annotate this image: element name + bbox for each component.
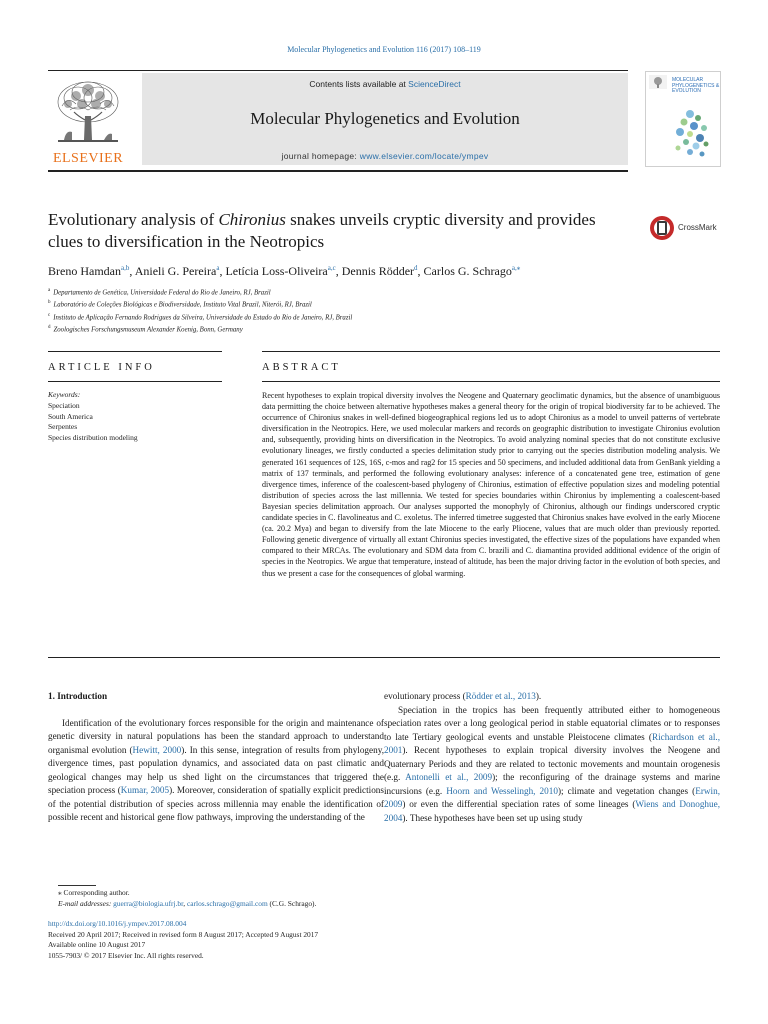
paragraph-text: ). Recent hypotheses to explain tropical diversity involves the Neogene and Quaternary Periods and they are related to tectonic movements and mountain orogenesis (e.g. [384, 745, 720, 782]
affiliation-label: a [48, 288, 51, 293]
affiliation-item [48, 298, 352, 310]
email-link[interactable]: guerra@biologia.ufrj.br [113, 898, 184, 908]
author-separator: , [335, 264, 342, 278]
paragraph-text: ). In this sense, integration of results from phylogeny, divergence times, past population dynamics, and associated data on past climatic and geological changes may help us shed light on the circumstances that triggered the speciation process ( [48, 744, 384, 795]
footnote-rule [58, 885, 96, 886]
author-affiliation-marker[interactable]: a,c [327, 264, 336, 272]
affiliation-label: c [48, 312, 51, 318]
contents-line [142, 79, 628, 89]
citation-link[interactable]: Hewitt, 2000 [132, 744, 182, 755]
contents-prefix: Contents lists available at [309, 79, 409, 89]
header-bottom-rule [48, 170, 628, 172]
cover-title: MOLECULAR PHYLOGENETICS & EVOLUTION [672, 77, 720, 94]
citation-link[interactable]: Hoorn and Wesselingh, 2010 [446, 785, 558, 796]
affiliation-text: Zoologisches Forschungsmuseum Alexander Koenig, Bonn, Germany [53, 326, 243, 334]
elsevier-logo[interactable] [48, 76, 128, 166]
title-part-1: Evolutionary analysis of [48, 210, 219, 229]
citation-link[interactable]: Richardson et al., 2001 [384, 731, 720, 755]
cover-artwork-icon [660, 104, 718, 164]
abstract-heading: ABSTRACT [262, 362, 341, 373]
sciencedirect-link[interactable]: ScienceDirect [408, 79, 461, 89]
author-name[interactable]: Breno Hamdan [48, 264, 121, 278]
article-title [48, 209, 608, 253]
email-separator: , [183, 898, 187, 908]
email-addresses [48, 899, 316, 910]
paragraph-text: ). These hypotheses have been set up using study [402, 812, 583, 823]
paragraph [384, 704, 720, 826]
citation-link[interactable]: Antonelli et al., 2009 [405, 772, 493, 782]
affiliation-label: d [48, 325, 51, 331]
journal-banner [142, 73, 628, 165]
article-info-heading: ARTICLE INFO [48, 362, 155, 373]
affiliation-label: b [48, 300, 51, 306]
email-link[interactable]: carlos.schrago@gmail.com [187, 898, 268, 908]
author-name[interactable]: Dennis Rödder [341, 264, 415, 278]
author-affiliation-marker[interactable]: a,b [120, 264, 130, 272]
crossmark-icon [648, 214, 676, 242]
affiliation-text: Instituto de Aplicação Fernando Rodrigues da Silveira, Universidade do Estado do Rio de Janeiro, RJ, Brazil [53, 314, 353, 322]
doi-link[interactable]: http://dx.doi.org/10.1016/j.ympev.2017.08.004 [48, 919, 187, 928]
paragraph-text: evolutionary process ( [384, 691, 466, 701]
keyword-item: Speciation [48, 400, 80, 410]
keywords-label: Keywords: [48, 390, 81, 399]
author-separator: , [219, 264, 226, 278]
citation-link[interactable]: Erwin, 2009 [384, 785, 720, 809]
author-affiliation-marker[interactable]: d [414, 264, 418, 272]
affiliation-text: Laboratório de Coleções Biológicas e Biodiversidade, Instituto Vital Brazil, Niterói, RJ, Brazil [53, 301, 312, 309]
journal-homepage-link[interactable]: www.elsevier.com/locate/ympev [359, 151, 489, 161]
affiliation-item [48, 323, 352, 335]
corresponding-author-note: ⁎ Corresponding author. [58, 888, 130, 897]
author-affiliation-marker[interactable]: a,⁎ [511, 264, 521, 272]
abstract-top-rule [262, 351, 720, 352]
elsevier-wordmark: ELSEVIER [52, 151, 124, 166]
author-separator: , [417, 264, 424, 278]
elsevier-tree-icon [48, 76, 128, 150]
paragraph-text: Speciation in the tropics has been frequently attributed either to homogeneous speciation rates over a long geological period in stable equatorial climates or to responses to late Tertiary geological events and unstable Pleistocene climates ( [384, 704, 720, 742]
keyword-item: Species distribution modeling [48, 433, 138, 443]
online-date: Available online 10 August 2017 [48, 940, 146, 949]
article-info-top-rule [48, 351, 222, 352]
author-name[interactable]: Anieli G. Pereira [134, 264, 217, 278]
affiliation-item [48, 311, 352, 323]
cover-publisher-icon [649, 75, 667, 89]
paragraph [384, 690, 720, 704]
journal-title: Molecular Phylogenetics and Evolution [250, 109, 520, 128]
author-name[interactable]: Letícia Loss-Oliveira [225, 264, 328, 278]
crossmark-badge[interactable] [648, 214, 728, 242]
paragraph-text: ). [535, 691, 542, 701]
footnotes [48, 888, 316, 909]
author-name[interactable]: Carlos G. Schrago [423, 264, 512, 278]
abstract-rule [262, 381, 720, 382]
affiliation-item [48, 286, 352, 298]
citation-link[interactable]: Wiens and Donoghue, 2004 [384, 799, 720, 823]
paragraph-text: ); climate and vegetation changes ( [557, 785, 696, 796]
homepage-prefix: journal homepage: [281, 151, 360, 161]
paragraph-text: ); the reconfiguring of the drainage systems and marine incursions (e.g. [384, 772, 720, 796]
author-list [48, 264, 520, 279]
journal-cover-thumbnail[interactable] [645, 71, 721, 167]
title-part-2: snakes unveils cryptic diversity and provides clues to diversification in the Neotropics [48, 210, 596, 251]
email-suffix: (C.G. Schrago). [267, 898, 317, 908]
keyword-item: South America [48, 411, 93, 421]
title-italic-genus: Chironius [218, 210, 286, 229]
crossmark-label: CrossMark [678, 223, 717, 232]
publication-info [48, 919, 318, 961]
affiliation-text: Departamento de Genética, Universidade Federal do Rio de Janeiro, RJ, Brazil [53, 289, 271, 297]
paragraph-text: ). Moreover, consideration of spatially explicit predictions of the potential distribution of species across millennia may enable the identification of possible recent and historical gene flow pathways, improving the understanding of the [48, 785, 384, 822]
paragraph-text: Identification of the evolutionary forces responsible for the origin and maintenance of genetic diversity in natural populations has been the standard approach to understand organismal evolution ( [48, 717, 384, 755]
paragraph [48, 717, 384, 825]
body-column-right [384, 690, 720, 825]
abstract-text: Recent hypotheses to explain tropical diversity involves the Neogene and Quaternary geoclimatic dynamics, but the absence of unambiguous data permitting the choice between alternative hypotheses makes a general theory for the origin of tropical biodiversity far to be achieved. The occurrence of Chironius snakes in well-defined biogeographical regions led us to adopt Chironius as a model to unveil patterns of vertebrate diversification in the Neotropics. Here, we used molecular markers and records on geographic distribution to investigate Chironius evolution and, subsequently, providing hints on diversification in the Neotropics. To avoid analyzing nominal species that do not constitute exclusive evolutionary lineages, we firstly conducted a species delimitation study prior to carrying out the species distribution modeling analysis. We generated 161 sequences of 12S, 16S, c-mos and rag2 for 15 species and 50 specimens, and included additional data from GenBank yielding a matrix of 137 terminals, and performed the following evolutionary analyses: inference of a concatenated gene tree, estimation of gene divergence times, inference of the coalescent-based phylogeny of Chironius, estimation of effective population sizes and modeling potential distribution of species across the last millennia. We tested for species boundaries within Chironius by implementing a coalescent-based Bayesian species delimitation approach. Our analyses supported the monophyly of Chironius, although our findings underscored cryptic candidate species in C. flavolineatus and C. exoletus. The inferred timetree suggested that Chironius snakes have evolved in the early Miocene (ca. 20.2 Mya) and began to diversify from the late Miocene to the early Pliocene, values that are much older than previously reported. Following genetic divergence of virtually all extant Chironius species investigated, the effective sizes of the populations have expanded when compared to their MRCAs. The evolutionary and SDM data from C. brazili and C. diamantina provided additional evidence of the origin of species in the Neotropics. We argue that temperature, instead of altitude, has been the major driving factor in the evolution of both species, and thus we present a case for the consequences of global warming. [262, 391, 720, 578]
author-separator: , [129, 264, 135, 278]
abstract-bottom-rule [48, 657, 720, 658]
section-heading-introduction: 1. Introduction [48, 691, 108, 701]
citation-link[interactable]: Rödder et al., 2013 [465, 691, 536, 701]
keywords-block [48, 390, 138, 444]
received-dates: Received 20 April 2017; Received in revised form 8 August 2017; Accepted 9 August 2017 [48, 929, 319, 939]
homepage-line [142, 151, 628, 161]
email-label: E-mail addresses: [58, 898, 114, 908]
article-info-rule [48, 381, 222, 382]
author-affiliation-marker[interactable]: a [216, 264, 220, 272]
copyright-line: 1055-7903/ © 2017 Elsevier Inc. All rights reserved. [48, 950, 204, 960]
affiliations [48, 286, 352, 336]
keyword-item: Serpentes [48, 422, 78, 432]
journal-reference[interactable]: Molecular Phylogenetics and Evolution 116 (2017) 108–119 [287, 45, 481, 54]
paragraph-text: ) or even the differential speciation rates of some lineages ( [402, 799, 636, 809]
body-column-left [48, 690, 384, 825]
citation-link[interactable]: Kumar, 2005 [120, 785, 170, 795]
header-top-rule [48, 70, 628, 71]
